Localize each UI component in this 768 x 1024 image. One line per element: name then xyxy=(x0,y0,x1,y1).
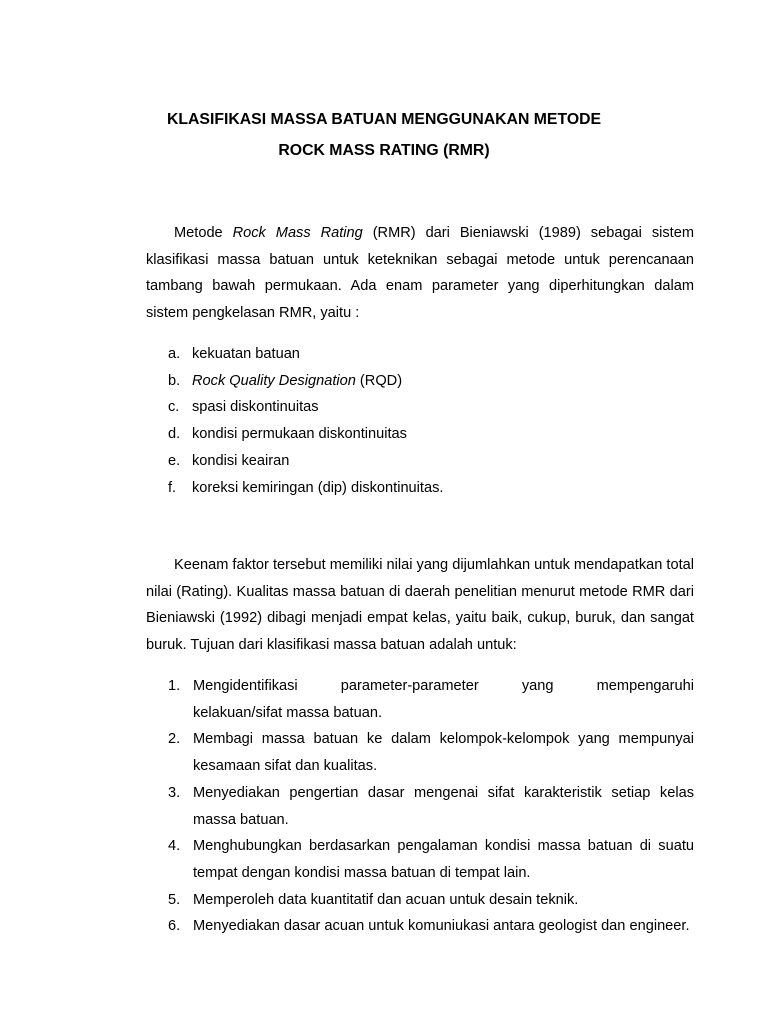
list-item-text: Memperoleh data kuantitatif dan acuan untuk desain teknik. xyxy=(193,891,579,908)
list-item-text: (RQD) xyxy=(355,372,403,389)
intro-paragraph-text xyxy=(146,220,694,327)
list-marker: 1. xyxy=(168,678,181,694)
parameter-list xyxy=(168,341,688,501)
intro-text-italic: Rock Mass Rating xyxy=(232,225,363,241)
title-line-1: KLASIFIKASI MASSA BATUAN MENGGUNAKAN METODE xyxy=(166,111,602,128)
purpose-paragraph-text: Keenam faktor tersebut memiliki nilai yang dijumlahkan untuk mendapatkan total nilai (Rating). Kualitas massa batuan di daerah penelitian menurut metode RMR dari Bieniawski (1992) dibagi menjadi empat kelas, yaitu baik, cukup, buruk, dan sangat buruk. Tujuan dari klasifikasi massa batuan adalah untuk: xyxy=(146,557,694,654)
list-item-italic: Rock Quality Designation xyxy=(192,372,356,389)
list-item-text: Mengidentifikasi parameter-parameter yang mempengaruhi xyxy=(193,678,694,694)
list-marker: b. xyxy=(168,372,181,389)
list-marker: 5. xyxy=(168,891,181,908)
list-item xyxy=(168,368,688,395)
list-item xyxy=(168,673,694,700)
list-item-text: kondisi keairan xyxy=(192,452,290,469)
list-item xyxy=(168,421,688,448)
list-item-continuation xyxy=(168,700,694,727)
list-marker: 4. xyxy=(168,838,181,855)
list-item-text: koreksi kemiringan (dip) diskontinuitas. xyxy=(192,479,444,496)
purpose-paragraph xyxy=(146,552,694,659)
list-item-text: kekuatan batuan xyxy=(192,346,300,362)
list-marker: a. xyxy=(168,346,181,362)
intro-text-pre: Metode xyxy=(174,225,233,241)
list-item xyxy=(168,913,694,940)
list-item-text: spasi diskontinuitas xyxy=(192,399,319,416)
list-marker: 6. xyxy=(168,918,181,935)
document-title xyxy=(0,104,768,166)
list-item xyxy=(168,475,688,502)
list-item xyxy=(168,833,694,886)
list-item xyxy=(168,887,694,914)
purpose-list xyxy=(168,673,694,940)
intro-text-post: (RMR) dari Bieniawski (1989) sebagai sistem klasifikasi massa batuan untuk keteknikan sebagai metode untuk perencanaan tambang bawah permukaan. Ada enam parameter yang diperhitungkan dalam sistem pengkelasan RMR, yaitu : xyxy=(146,225,695,322)
list-marker: f. xyxy=(168,479,177,496)
title-line-2: ROCK MASS RATING (RMR) xyxy=(278,142,490,159)
list-item xyxy=(168,726,694,779)
list-item-text: Membagi massa batuan ke dalam kelompok-kelompok yang mempunyai kesamaan sifat dan kualitas. xyxy=(193,731,694,775)
intro-paragraph xyxy=(146,220,694,327)
list-item-text: Menghubungkan berdasarkan pengalaman kondisi massa batuan di suatu tempat dengan kondisi massa batuan di tempat lain. xyxy=(193,838,694,881)
list-item-text: kelakuan/sifat massa batuan. xyxy=(193,704,383,721)
list-item-text: Menyediakan pengertian dasar mengenai sifat karakteristik setiap kelas massa batuan. xyxy=(193,784,694,828)
list-item xyxy=(168,780,694,833)
list-marker: e. xyxy=(168,452,181,469)
list-marker: d. xyxy=(168,426,181,443)
list-item-text: kondisi permukaan diskontinuitas xyxy=(192,426,407,443)
list-item xyxy=(168,394,688,421)
list-item xyxy=(168,341,688,368)
list-marker: 2. xyxy=(168,731,181,748)
list-item xyxy=(168,448,688,475)
list-marker: c. xyxy=(168,399,180,416)
list-marker: 3. xyxy=(168,784,181,801)
list-item-text: Menyediakan dasar acuan untuk komuniukasi antara geologist dan engineer. xyxy=(193,918,690,935)
